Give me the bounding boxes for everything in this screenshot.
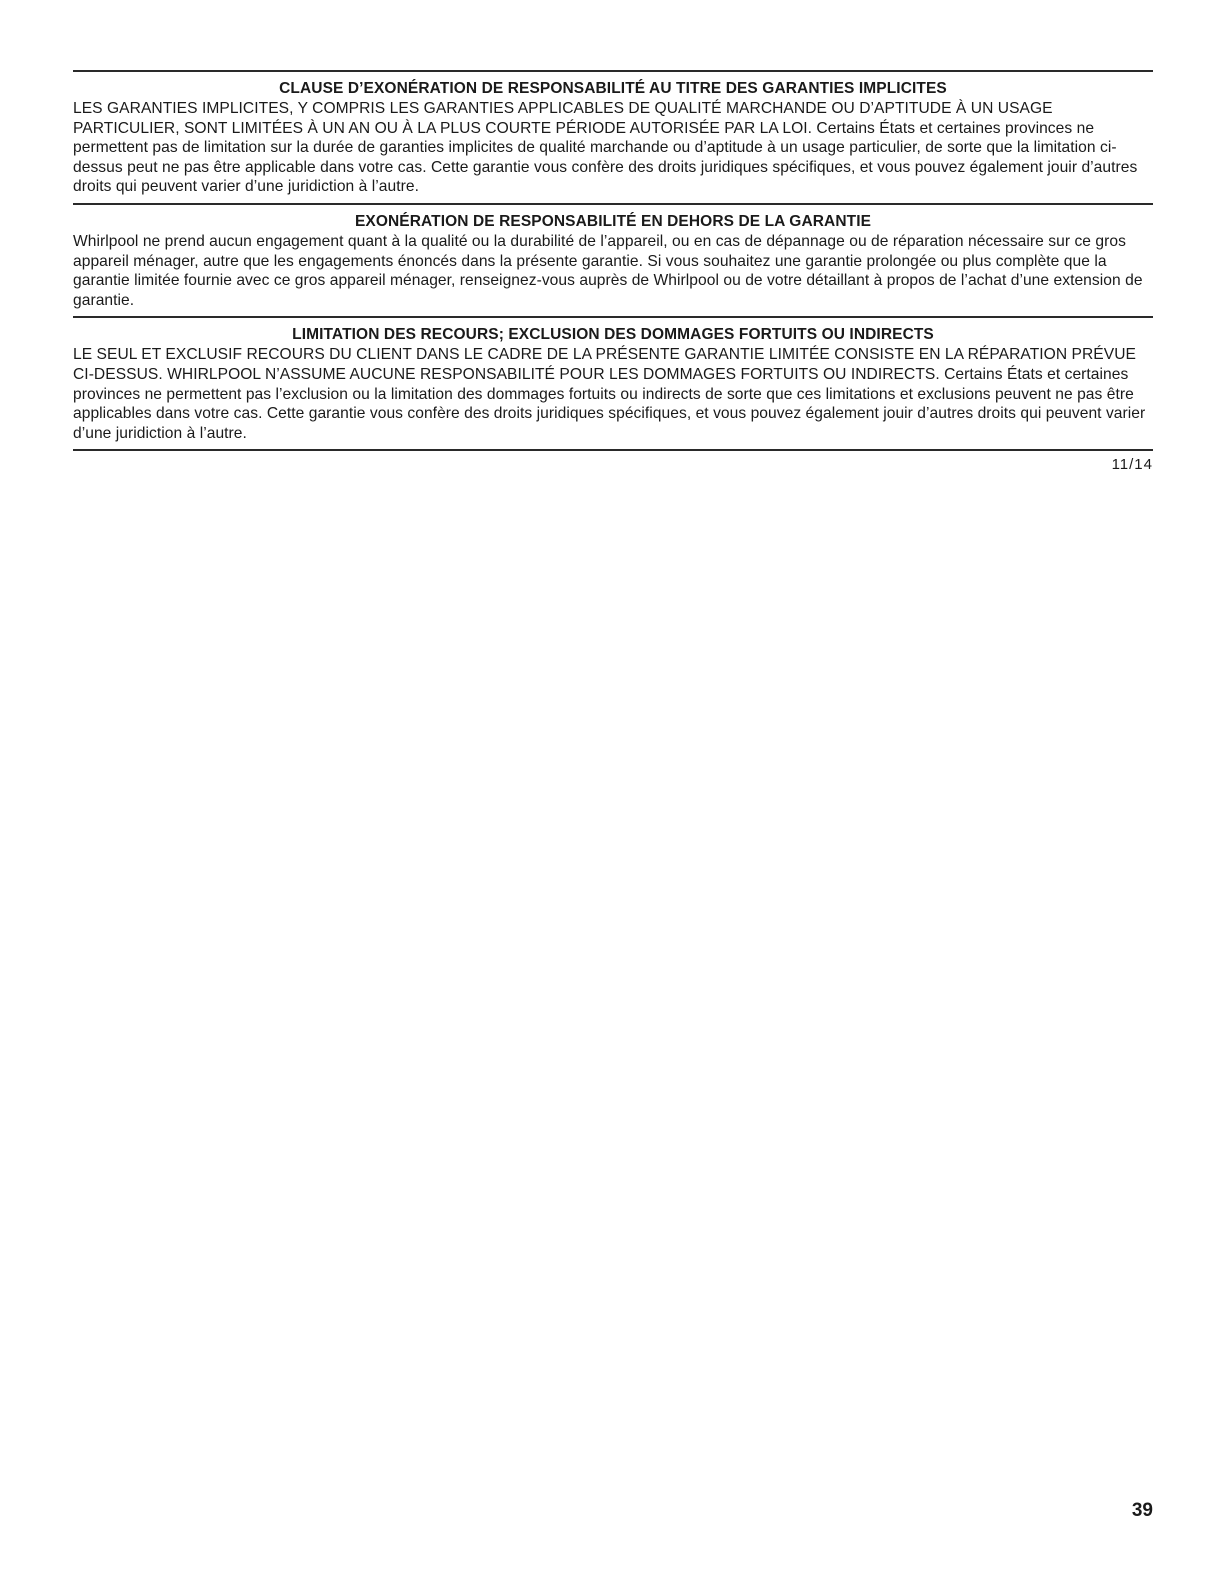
limitation-of-remedies-section — [73, 318, 1153, 449]
section-body: LE SEUL ET EXCLUSIF RECOURS DU CLIENT DANS LE CADRE DE LA PRÉSENTE GARANTIE LIMITÉE CONSISTE EN LA RÉPARATION PRÉVUE CI-DESSUS. WHIRLPOOL N’ASSUME AUCUNE RESPONSABILITÉ POUR LES DOMMAGES FORTUITS OU INDIRECTS. Certains États et certaines provinces ne permettent pas l’exclusion ou la limitation des dommages fortuits ou indirects de sorte que ces limitations et exclusions peuvent ne pas être applicables dans votre cas. Cette garantie vous confère des droits juridiques spécifiques, et vous pouvez également jouir d’autres droits qui peuvent varier d’une juridiction à l’autre. — [73, 346, 1146, 442]
outside-warranty-section — [73, 205, 1153, 316]
section-body: LES GARANTIES IMPLICITES, Y COMPRIS LES GARANTIES APPLICABLES DE QUALITÉ MARCHANDE OU D’APTITUDE À UN USAGE PARTICULIER, SONT LIMITÉES À UN AN OU À LA PLUS COURTE PÉRIODE AUTORISÉE PAR LA LOI. Certains États et certaines provinces ne permettent pas de limitation sur la durée de garanties implicites de qualité marchande ou d’aptitude à un usage particulier, de sorte que la limitation ci-dessus peut ne pas être applicable dans votre cas. Cette garantie vous confère des droits juridiques spécifiques, et vous pouvez également jouir d’autres droits qui peuvent varier d’une juridiction à l’autre. — [73, 100, 1138, 196]
section-heading: EXONÉRATION DE RESPONSABILITÉ EN DEHORS DE LA GARANTIE — [354, 212, 872, 230]
warranty-disclaimer-box — [73, 70, 1153, 473]
implied-warranties-section — [73, 72, 1153, 203]
section-body: Whirlpool ne prend aucun engagement quant à la qualité ou la durabilité de l’appareil, ou en cas de dépannage ou de réparation nécessaire sur ce gros appareil ménager, autre que les engagements énoncés dans la présente garantie. Si vous souhaitez une garantie prolongée ou plus complète que la garantie limitée fournie avec ce gros appareil ménager, renseignez-vous auprès de Whirlpool ou de votre détaillant à propos de l’achat d’une extension de garantie. — [73, 232, 1143, 309]
section-heading: CLAUSE D’EXONÉRATION DE RESPONSABILITÉ AU TITRE DES GARANTIES IMPLICITES — [279, 80, 947, 97]
page-number: 39 — [1131, 1500, 1153, 1521]
divider-rule — [73, 449, 1153, 451]
section-heading: LIMITATION DES RECOURS; EXCLUSION DES DOMMAGES FORTUITS OU INDIRECTS — [292, 326, 934, 344]
document-date-code: 11/14 — [1111, 456, 1153, 474]
